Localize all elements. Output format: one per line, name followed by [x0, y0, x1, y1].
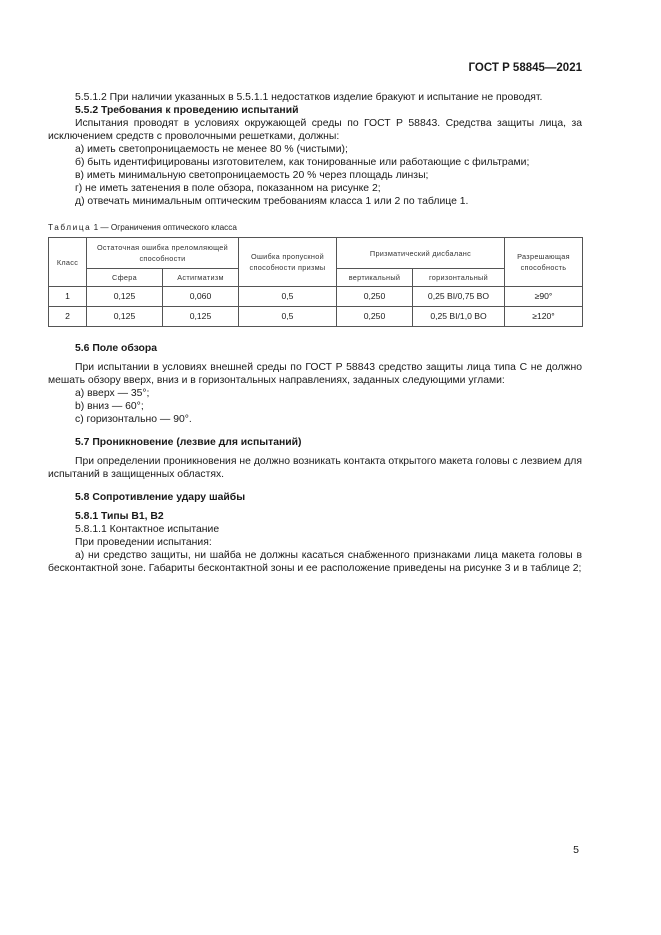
cell-resolution: ≥120° — [505, 307, 583, 327]
col-residual-header: Остаточная ошибка преломляющей способности — [87, 238, 239, 269]
sub-sphere-header: Сфера — [87, 269, 163, 287]
para-5-5-2-intro: Испытания проводят в условиях окружающей среды по ГОСТ Р 58843. Средства защиты лица, за исключением средств с проволочными решетками, должны: — [48, 118, 582, 142]
col-prism-imbalance-header: Призматический дисбаланс — [337, 238, 505, 269]
list-item: b) вниз — 60°; — [75, 401, 144, 412]
cell-astigmatism: 0,125 — [163, 307, 239, 327]
heading-5-5-2: 5.5.2 Требования к проведению испытаний — [75, 105, 299, 116]
list-item: б) быть идентифицированы изготовителем, как тонированные или работающие с фильтрами; — [75, 157, 530, 168]
sub-vertical-header: вертикальный — [337, 269, 413, 287]
cell-astigmatism: 0,060 — [163, 287, 239, 307]
heading-5-8-1: 5.8.1 Типы В1, В2 — [75, 511, 164, 522]
col-class-header: Класс — [49, 238, 87, 287]
table-row — [49, 287, 583, 307]
table-caption-text: 1 — Ограничения оптического класса — [91, 223, 237, 232]
cell-resolution: ≥90° — [505, 287, 583, 307]
para-5-8-item-a: а) ни средство защиты, ни шайба не должны касаться снабженного признаками лица макета головы в бесконтактной зоне. Габариты бесконтактной зоны и ее расположение приведены на рисунке 3 и в таблице 2; — [48, 550, 582, 574]
list-item: c) горизонтально — 90°. — [75, 414, 192, 425]
cell-sphere: 0,125 — [87, 287, 163, 307]
cell-horizontal: 0,25 BI/1,0 BO — [413, 307, 505, 327]
heading-5-8-1-1: 5.8.1.1 Контактное испытание — [75, 524, 220, 535]
heading-5-8: 5.8 Сопротивление удару шайбы — [75, 492, 246, 503]
cell-prism-error: 0,5 — [239, 287, 337, 307]
table-caption — [48, 221, 582, 234]
para-5-6: При испытании в условиях внешней среды по ГОСТ Р 58843 средство защиты лица типа С не должно мешать обзору вверх, вниз и в горизонтальных направлениях, заданных следующими углами: — [48, 362, 582, 386]
para-5-7: При определении проникновения не должно возникать контакта открытого макета головы с лезвием для испытаний в защищенных областях. — [48, 456, 582, 480]
table-caption-label: Таблица — [48, 223, 92, 232]
document-id: ГОСТ Р 58845—2021 — [468, 62, 582, 74]
table-row — [49, 307, 583, 327]
list-item: г) не иметь затенения в поле обзора, показанном на рисунке 2; — [75, 183, 381, 194]
cell-prism-error: 0,5 — [239, 307, 337, 327]
cell-class: 1 — [49, 287, 87, 307]
cell-sphere: 0,125 — [87, 307, 163, 327]
page-body — [48, 91, 582, 575]
heading-5-6: 5.6 Поле обзора — [75, 343, 158, 354]
cell-vertical: 0,250 — [337, 307, 413, 327]
para-5-8-lead: При проведении испытания: — [75, 537, 212, 548]
list-item: в) иметь минимальную светопроницаемость 20 % через площадь линзы; — [75, 170, 429, 181]
cell-horizontal: 0,25 BI/0,75 BO — [413, 287, 505, 307]
col-prism-error-header: Ошибка пропускной способности призмы — [239, 238, 337, 287]
list-item: а) иметь светопроницаемость не менее 80 % (чистыми); — [75, 144, 348, 155]
cell-class: 2 — [49, 307, 87, 327]
cell-vertical: 0,250 — [337, 287, 413, 307]
page-number: 5 — [573, 844, 579, 856]
sub-horizontal-header: горизонтальный — [413, 269, 505, 287]
sub-astigmatism-header: Астигматизм — [163, 269, 239, 287]
heading-5-7: 5.7 Проникновение (лезвие для испытаний) — [75, 437, 302, 448]
list-item: а) вверх — 35°; — [75, 388, 150, 399]
col-resolution-header: Разрешающая способность — [505, 238, 583, 287]
list-item: д) отвечать минимальным оптическим требованиям класса 1 или 2 по таблице 1. — [75, 196, 469, 207]
optical-class-table — [48, 237, 583, 327]
para-5-5-1-2: 5.5.1.2 При наличии указанных в 5.5.1.1 недостатков изделие бракуют и испытание не проводят. — [75, 92, 543, 103]
